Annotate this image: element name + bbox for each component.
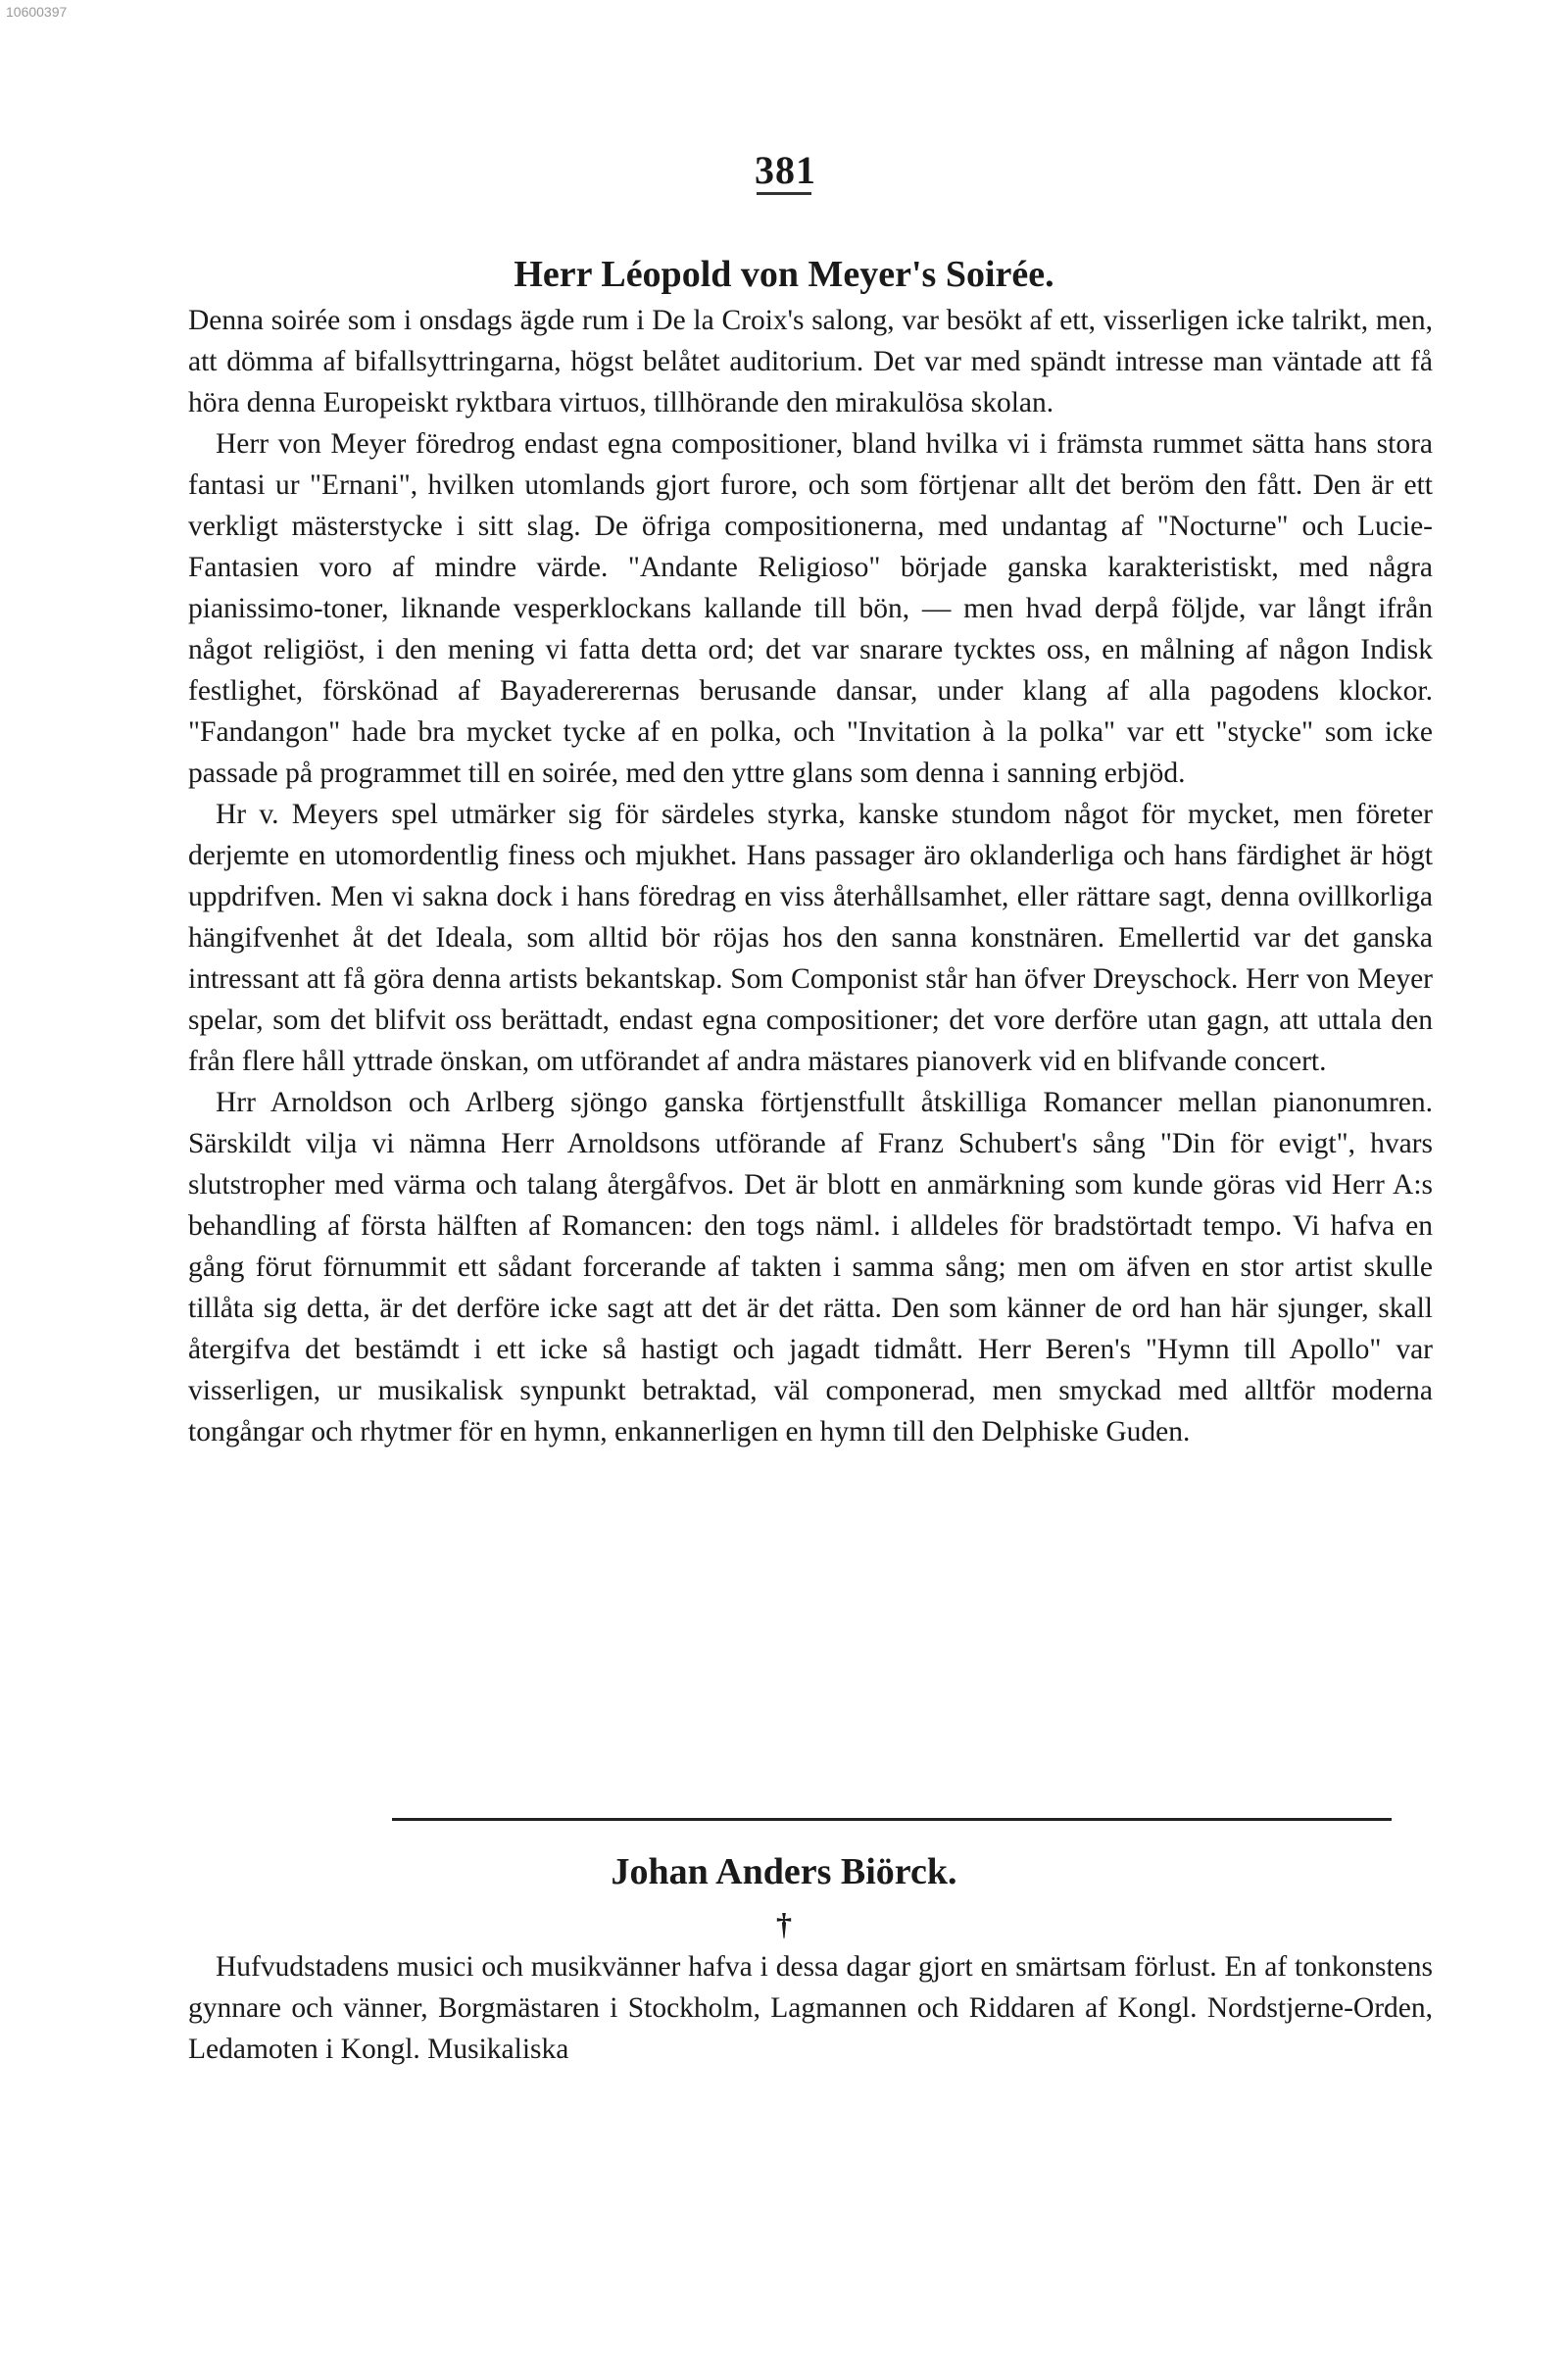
article-title-obituary: Johan Anders Biörck. <box>611 1851 957 1892</box>
article-body-obituary <box>188 1946 1433 2070</box>
paragraph: Hrr Arnoldson och Arlberg sjöngo ganska förtjenstfullt åtskilliga Romancer mellan pianonumren. Särskildt vilja vi nämna Herr Arnoldsons utförande af Franz Schubert's sång "Din för evigt", hvars slutstropher med värma och talang återgåfvos. Det är blott en anmärkning som kunde göras vid Herr A:s behandling af första hälften af Romancen: den togs näml. i alldeles för bradstörtadt tempo. Vi hafva en gång förut förnummit ett sådant forcerande af takten i samma sång; men om äfven en stor artist skulle tillåta sig detta, är det derföre icke sagt att det är det rätta. Den som känner de ord han här sjunger, skall återgifva det bestämdt i ett icke så hastigt och jagadt tidmått. Herr Beren's "Hymn till Apollo" var visserligen, ur musikalisk synpunkt betraktad, väl componerad, men smyckad med alltför moderna tongångar och rhytmer för en hymn, enkannerligen en hymn till den Delphiske Guden. <box>188 1087 1433 1447</box>
paragraph: Denna soirée som i onsdags ägde rum i De la Croix's salong, var besökt af ett, visserligen icke talrikt, men, att dömma af bifallsyttringarna, högst belåtet auditorium. Det var med spändt intresse man väntade att få höra denna Europeiskt ryktbara virtuos, tillhörande den mirakulösa skolan. <box>188 305 1433 418</box>
paragraph: Hr v. Meyers spel utmärker sig för särdeles styrka, kanske stundom något för mycket, men företer derjemte en utomordentlig finess och mjukhet. Hans passager äro oklanderliga och hans färdighet är högt uppdrifven. Men vi sakna dock i hans föredrag en viss återhållsamhet, eller rättare sagt, denna ovillkorliga hängifvenhet åt det Ideala, som alltid bör röjas hos den sanna konstnären. Emellertid var det ganska intressant att få göra denna artists bekantskap. Som Componist står han öfver Dreyschock. Herr von Meyer spelar, som det blifvit oss berättadt, endast egna compositioner; det vore derföre utan gagn, att uttala den från flere håll yttrade önskan, om utförandet af andra mästares pianoverk vid en blifvande concert. <box>188 799 1433 1077</box>
paragraph: Herr von Meyer föredrog endast egna compositioner, bland hvilka vi i främsta rummet sätta hans stora fantasi ur "Ernani", hvilken utomlands gjort furore, och som förtjenar allt det beröm den fått. Den är ett verkligt mästerstycke i sitt slag. De öfriga compositionerna, med undantag af "Nocturne" och Lucie-Fantasien voro af mindre värde. "Andante Religioso" började ganska karakteristiskt, med några pianissimo-toner, liknande vesperklockans kallande till bön, — men hvad derpå följde, var långt ifrån något religiöst, i den mening vi fatta detta ord; det var snarare tycktes oss, en målning af någon Indisk festlighet, förskönad af Bayadererernas berusande dansar, under klang af alla pagodens klockor. "Fandangon" hade bra mycket tycke af en polka, och "Invitation à la polka" var ett "stycke" som icke passade på programmet till en soirée, med den yttre glans som denna i sanning erbjöd. <box>188 428 1433 789</box>
page-number: 381 <box>755 148 816 192</box>
obituary-cross-mark: † <box>776 1906 792 1941</box>
page-number-underline <box>757 192 811 195</box>
article-title-soiree: Herr Léopold von Meyer's Soirée. <box>514 254 1054 295</box>
section-divider <box>392 1818 1392 1821</box>
paragraph: Hufvudstadens musici och musikvänner hafva i dessa dagar gjort en smärtsam förlust. En af tonkonstens gynnare och vänner, Borgmästaren i Stockholm, Lagmannen och Riddaren af Kongl. Nordstjerne-Orden, Ledamoten i Kongl. Musikaliska <box>188 1951 1433 2065</box>
article-body-soiree <box>188 300 1433 1452</box>
archive-stamp: 10600397 <box>6 4 68 20</box>
